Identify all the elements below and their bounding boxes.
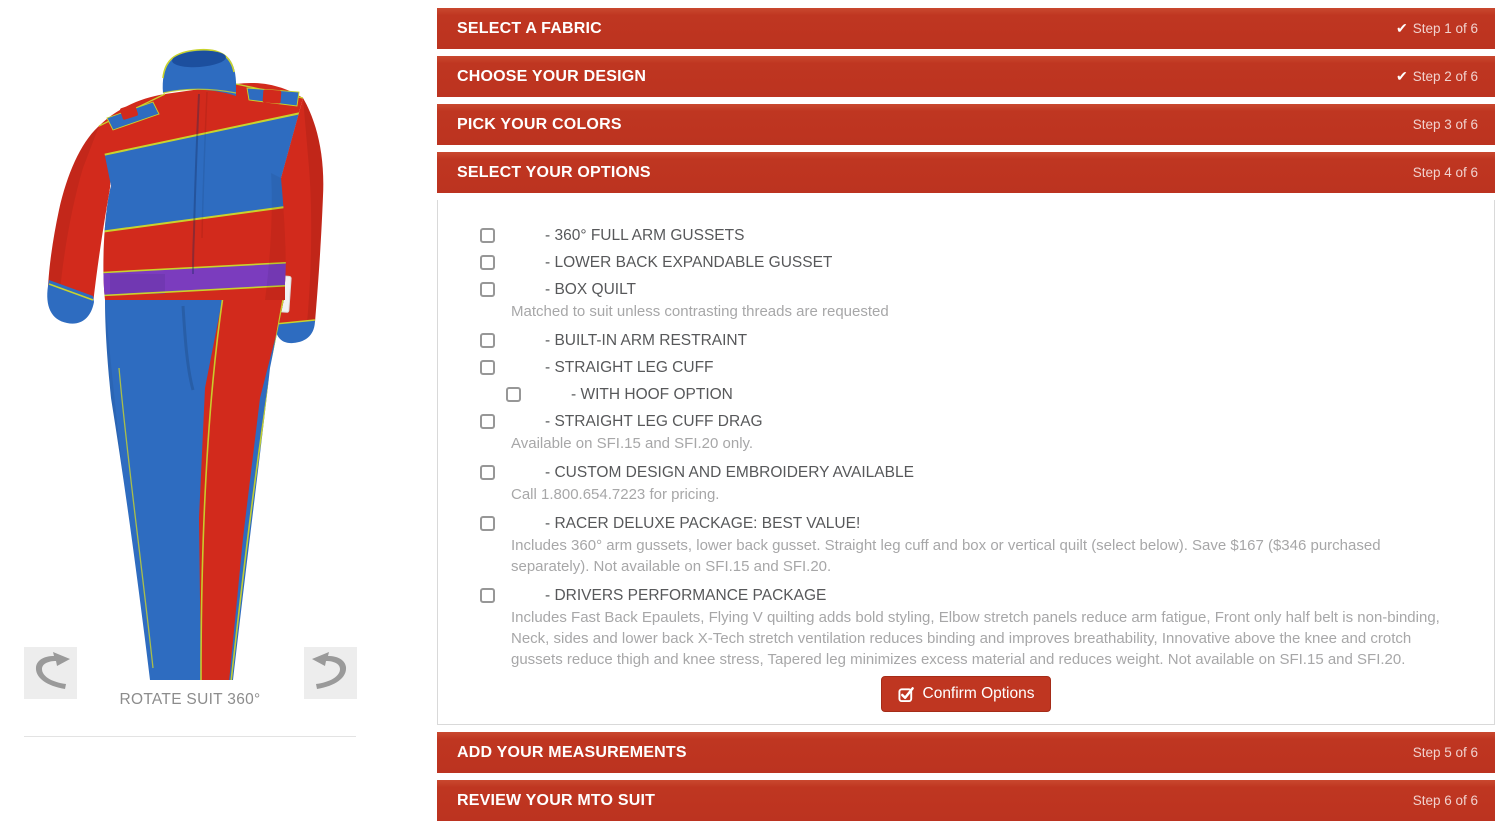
checkbox-with-hoof-option[interactable] [506, 387, 521, 402]
step-header-pick-your-colors[interactable] [437, 104, 1495, 145]
option-row-with-hoof-option [438, 381, 1494, 408]
option-row-racer-deluxe-package [438, 510, 1494, 537]
step-title: REVIEW YOUR MTO SUIT [457, 791, 656, 809]
step-title: ADD YOUR MEASUREMENTS [457, 743, 687, 761]
step-title: PICK YOUR COLORS [457, 115, 622, 133]
confirm-button-label: Confirm Options [922, 685, 1035, 702]
option-label[interactable]: - 360° FULL ARM GUSSETS [545, 226, 745, 244]
step-header-select-your-options[interactable] [437, 152, 1495, 193]
option-label[interactable]: - STRAIGHT LEG CUFF DRAG [545, 412, 763, 430]
step-number: Step 2 of 6 [1412, 69, 1478, 84]
step-badge [1413, 165, 1478, 180]
option-label[interactable]: - RACER DELUXE PACKAGE: BEST VALUE! [545, 514, 861, 532]
option-note: Available on SFI.15 and SFI.20 only. [511, 435, 754, 452]
step-header-review-your-mto-suit[interactable] [437, 780, 1495, 821]
step-header-choose-your-design[interactable] [437, 56, 1495, 97]
step-header-select-a-fabric[interactable] [437, 8, 1495, 49]
step-complete-check-icon: ✔ [1395, 68, 1408, 84]
step-number: Step 4 of 6 [1412, 165, 1478, 180]
option-label[interactable]: - WITH HOOF OPTION [571, 385, 733, 403]
option-row-straight-leg-cuff-drag [438, 408, 1494, 435]
step-number: Step 6 of 6 [1412, 793, 1478, 808]
step-complete-check-icon: ✔ [1395, 20, 1408, 36]
race-suit-illustration [15, 38, 355, 683]
checkbox-drivers-performance-package[interactable] [480, 588, 495, 603]
check-square-icon [898, 686, 915, 703]
step-badge [1396, 68, 1478, 85]
option-label[interactable]: - STRAIGHT LEG CUFF [545, 358, 714, 376]
step-badge [1413, 745, 1478, 760]
step-title: SELECT A FABRIC [457, 19, 602, 37]
rotate-label: ROTATE SUIT 360° [119, 691, 261, 708]
step-number: Step 1 of 6 [1412, 21, 1478, 36]
checkbox-built-in-arm-restraint[interactable] [480, 333, 495, 348]
options-panel [437, 200, 1495, 725]
checkbox-straight-leg-cuff[interactable] [480, 360, 495, 375]
option-row-box-quilt [438, 276, 1494, 303]
step-title: CHOOSE YOUR DESIGN [457, 67, 647, 85]
checkbox-360-full-arm-gussets[interactable] [480, 228, 495, 243]
option-row-custom-design-embroidery [438, 459, 1494, 486]
step-number: Step 3 of 6 [1412, 117, 1478, 132]
rotate-right-icon [309, 651, 353, 695]
step-badge [1413, 117, 1478, 132]
option-row-drivers-performance-package [438, 582, 1494, 609]
left-panel-divider [24, 736, 356, 737]
suit-preview-panel [0, 0, 437, 823]
option-label[interactable]: - BOX QUILT [545, 280, 637, 298]
option-label[interactable]: - LOWER BACK EXPANDABLE GUSSET [545, 253, 833, 271]
step-header-add-your-measurements[interactable] [437, 732, 1495, 773]
step-title: SELECT YOUR OPTIONS [457, 163, 651, 181]
option-label[interactable]: - BUILT-IN ARM RESTRAINT [545, 331, 748, 349]
option-note: Includes Fast Back Epaulets, Flying V quilting adds bold styling, Elbow stretch panels reduce arm fatigue, Front only half belt is non-binding, Neck, sides and lower back X-Tech stretch ventilation reduces binding and improves breathability, Innovative above the knee and crotch gussets reduce thigh and knee stress, Tapered leg minimizes excess material and reduces weight. Not available on SFI.15 and SFI.20. [511, 609, 1440, 668]
checkbox-straight-leg-cuff-drag[interactable] [480, 414, 495, 429]
checkbox-racer-deluxe-package[interactable] [480, 516, 495, 531]
rotate-left-icon [29, 651, 73, 695]
option-note: Matched to suit unless contrasting threads are requested [511, 303, 889, 320]
option-row-straight-leg-cuff [438, 354, 1494, 381]
checkbox-lower-back-expandable-gusset[interactable] [480, 255, 495, 270]
step-accordion [437, 8, 1495, 823]
step-number: Step 5 of 6 [1412, 745, 1478, 760]
suit-preview-image [15, 38, 355, 683]
option-note: Includes 360° arm gussets, lower back gusset. Straight leg cuff and box or vertical quilt (select below). Save $167 ($346 purchased separately). Not available on SFI.15 and SFI.20. [511, 537, 1381, 575]
option-row-lower-back-expandable-gusset [438, 249, 1494, 276]
step-badge [1396, 20, 1478, 37]
option-label[interactable]: - DRIVERS PERFORMANCE PACKAGE [545, 586, 827, 604]
step-badge [1413, 793, 1478, 808]
checkbox-custom-design-embroidery[interactable] [480, 465, 495, 480]
confirm-options-button[interactable] [881, 676, 1052, 712]
confirm-button-row [438, 676, 1494, 712]
option-row-built-in-arm-restraint [438, 327, 1494, 354]
option-label[interactable]: - CUSTOM DESIGN AND EMBROIDERY AVAILABLE [545, 463, 914, 481]
checkbox-box-quilt[interactable] [480, 282, 495, 297]
option-note: Call 1.800.654.7223 for pricing. [511, 486, 720, 503]
option-row-360-full-arm-gussets [438, 222, 1494, 249]
